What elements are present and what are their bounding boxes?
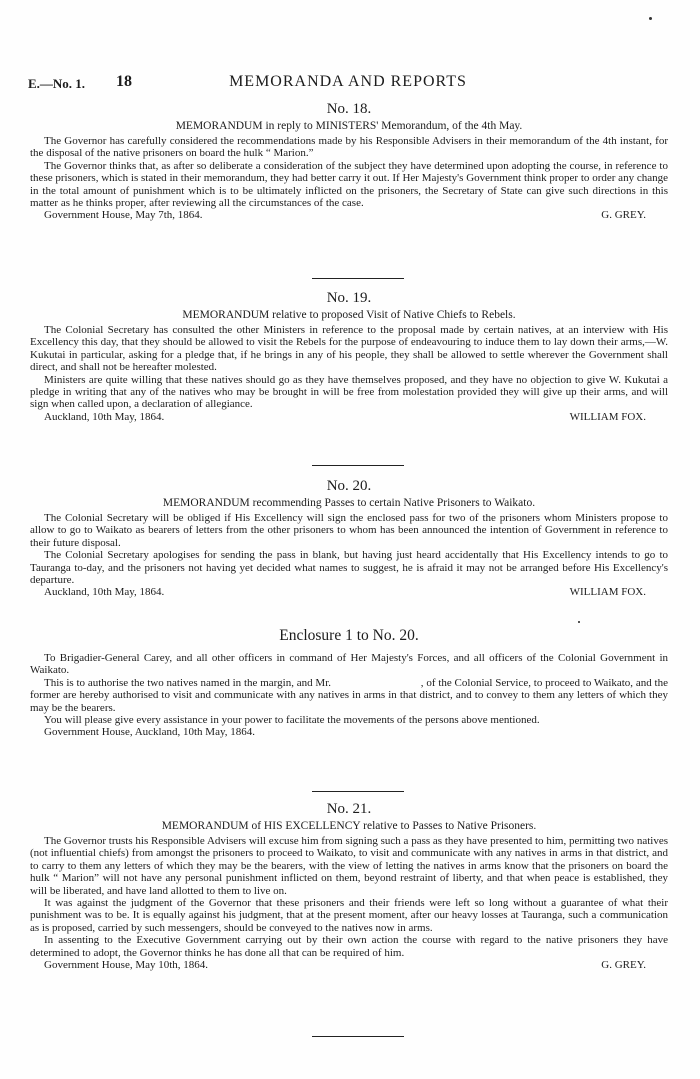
document-reference: E.—No. 1. bbox=[28, 76, 86, 91]
signature: G. GREY. bbox=[601, 209, 646, 222]
section-divider bbox=[312, 791, 404, 792]
paragraph: The Colonial Secretary apologises for sending the pass in blank, but having just heard accidentally that His Excellency intends to go to Tauranga to-day, and the prisoners not having yet decided what names to suggest, he is afraid it may not be arranged before His Excellency's departure. bbox=[30, 549, 668, 587]
place-date: Auckland, 10th May, 1864. bbox=[44, 410, 165, 423]
paragraph: It was against the judgment of the Governor that these prisoners and their friends were left so long without a guarantee of what their punishment was to be. It is equally against his judgment, that at the present moment, after our heavy losses at Tauranga, such a communication as is proposed, carried by such messengers, should be conveyed to the natives now in arms. bbox=[30, 897, 668, 934]
paragraph: Ministers are quite willing that these natives should go as they have themselves proposed, and they have no objection to give W. Kukutai a pledge in writing that any of the natives who may be brought in will be free from molestation provided they will give up their arms, and will sign when called upon, a declaration of allegiance. bbox=[30, 373, 668, 411]
speck-mark bbox=[578, 621, 580, 623]
signature-line bbox=[44, 586, 668, 599]
section-subtitle: MEMORANDUM relative to proposed Visit of Native Chiefs to Rebels. bbox=[182, 309, 516, 321]
signature: WILLIAM FOX. bbox=[569, 586, 646, 599]
place-date: Government House, Auckland, 10th May, 1864. bbox=[44, 726, 256, 739]
paragraph: This is to authorise the two natives named in the margin, and Mr. , of the Colonial Service, to proceed to Waikato, and the former are hereby authorised to visit and communicate with any natives in arms in that district, and to convey to them any letters of which they may be the bearers. bbox=[30, 676, 668, 714]
memorandum-19 bbox=[30, 288, 668, 424]
signature-line bbox=[44, 411, 668, 424]
running-title: MEMORANDA AND REPORTS bbox=[229, 73, 467, 90]
section-divider bbox=[312, 465, 404, 466]
memorandum-20 bbox=[30, 476, 668, 599]
signature: G. GREY. bbox=[601, 959, 646, 972]
memorandum-21 bbox=[30, 799, 668, 972]
enclosure-1-to-no-20 bbox=[30, 626, 668, 739]
section-number: No. 20. bbox=[326, 478, 372, 494]
section-subtitle: MEMORANDUM in reply to MINISTERS' Memorandum, of the 4th May. bbox=[175, 120, 523, 132]
section-subtitle: MEMORANDUM recommending Passes to certain Native Prisoners to Waikato. bbox=[162, 497, 536, 509]
speck-mark bbox=[649, 17, 652, 20]
section-subtitle: MEMORANDUM of HIS EXCELLENCY relative to Passes to Native Prisoners. bbox=[161, 820, 537, 832]
page-header bbox=[28, 73, 668, 92]
paragraph: The Colonial Secretary has consulted the other Ministers in reference to the proposal made by certain natives, at an interview with His Excellency this day, that they should be allowed to visit the Rebels for the purpose of endeavouring to induce them to lay down their arms,—W. Kukutai in particular, asking for a pledge that, if he brings in any of his people, they shall be allowed to settle wherever the Government shall direct, and shall not be hereafter molested. bbox=[30, 324, 668, 374]
section-number: No. 18. bbox=[326, 101, 372, 117]
section-number: No. 21. bbox=[326, 801, 372, 817]
section-divider bbox=[312, 278, 404, 279]
signature: WILLIAM FOX. bbox=[569, 410, 646, 423]
page-number: 18 bbox=[116, 73, 132, 90]
paragraph: The Governor thinks that, as after so deliberate a consideration of the subject they have determined upon adopting the course, in reference to these prisoners, which is stated in their memorandum, they had better carry it out. If Her Majesty's Government think proper to order any change in the total amount of punishment which is to be ultimately inflicted on the prisoners, the Secretary of State can give such directions in this matter as he thinks proper, after reviewing all the circumstances of the case. bbox=[30, 159, 668, 210]
paragraph: The Colonial Secretary will be obliged if His Excellency will sign the enclosed pass for two of the prisoners whom Ministers propose to allow to go to Waikato as bearers of letters from the other prisoners to whom has been announced the intention of Government in reference to their future disposal. bbox=[30, 512, 668, 549]
paragraph: The Governor has carefully considered the recommendations made by his Responsible Advisers in their memorandum of the 4th instant, for the disposal of the native prisoners on board the hulk “ Marion.” bbox=[30, 135, 668, 160]
memorandum-18 bbox=[30, 99, 668, 222]
signature-line bbox=[44, 726, 668, 739]
signature-line bbox=[44, 959, 668, 972]
paragraph: The Governor trusts his Responsible Advisers will excuse him from signing such a pass as they have presented to him, permitting two natives (not influential chiefs) from amongst the prisoners to proceed to Waikato, to visit and communicate with any natives in arms in that district, and to carry to them any letters of which they may be the bearers, with the view of letting the natives in arms know that the prisoners on board the hulk “ Marion” will not have any personal punishment inflicted on them, beyond restraint of liberty, and that when peace is established, they will be liberated, and have land allotted to them to live on. bbox=[30, 835, 668, 897]
signature-line bbox=[44, 209, 668, 222]
paragraph: In assenting to the Executive Government carrying out by their own action the course with regard to the native prisoners they have determined to adopt, the Governor thinks he has done all that can be required of him. bbox=[30, 934, 668, 959]
enclosure-title: Enclosure 1 to No. 20. bbox=[279, 627, 419, 644]
place-date: Government House, May 7th, 1864. bbox=[44, 209, 203, 222]
paragraph: You will please give every assistance in your power to facilitate the movements of the persons above mentioned. bbox=[44, 714, 540, 727]
paragraph: To Brigadier-General Carey, and all other officers in command of Her Majesty's Forces, and all officers of the Colonial Government in Waikato. bbox=[30, 652, 668, 677]
section-divider bbox=[312, 1036, 404, 1037]
place-date: Government House, May 10th, 1864. bbox=[44, 959, 209, 972]
section-number: No. 19. bbox=[326, 290, 372, 306]
place-date: Auckland, 10th May, 1864. bbox=[44, 586, 165, 599]
